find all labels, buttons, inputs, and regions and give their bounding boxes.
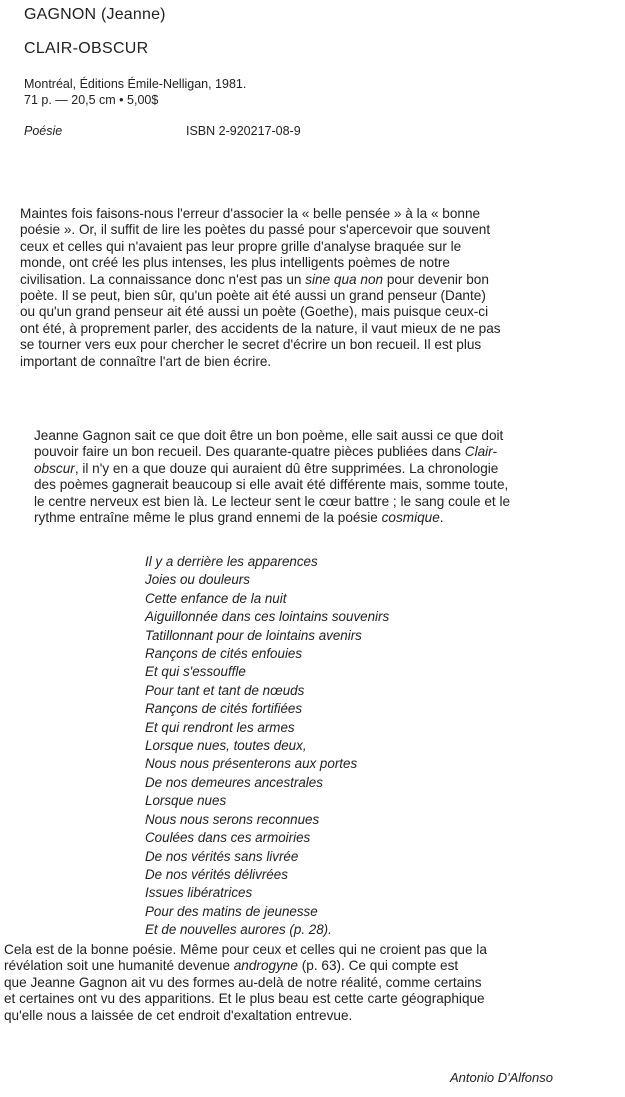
text-line: ont été, à proprement parler, des accidents de la nature, il vaut mieux de ne pas [20,320,501,336]
book-title: CLAIR-OBSCUR [24,40,149,57]
genre-label: Poésie [24,124,63,138]
text-line: le centre nerveux est bien là. Le lecteur sent le cœur battre ; le sang coule et le [34,493,511,509]
text-line: pouvoir faire un bon recueil. Des quarante-quatre pièces publiées dans Clair- [34,444,497,460]
text-line: obscur, il n'y en a que douze qui auraient dû être supprimées. La chronologie [34,460,499,476]
poem-line: De nos vérités délivrées [145,866,288,882]
review-paragraph-1 [20,206,610,370]
poem-line: Et qui rendront les armes [145,719,295,735]
poem-line: Cette enfance de la nuit [145,590,287,606]
text-line: que Jeanne Gagnon ait vu des formes au-delà de notre réalité, comme certains [4,974,482,990]
reviewer-signature: Antonio D'Alfonso [450,1070,553,1085]
text-line: monde, ont créé les plus intenses, les plus intelligents poèmes de notre [20,255,450,271]
poem-line: Coulées dans ces armoiries [145,830,311,846]
poem-line: Aiguillonnée dans ces lointains souvenirs [145,609,390,625]
text-line: et certaines ont vu des apparitions. Et le plus beau est cette carte géographique [4,991,485,1007]
text-line: important de connaître l'art de bien écrire. [20,353,272,369]
text-line: ceux et celles qui n'avaient pas leur propre grille d'analyse braquée sur le [20,238,462,254]
poem-line: Nous nous serons reconnues [145,811,320,827]
poem-line: Nous nous présenterons aux portes [145,756,358,772]
review-paragraph-2 [34,428,614,526]
poem-line: Rançons de cités enfouies [145,646,303,662]
poem-line: Pour des matins de jeunesse [145,903,318,919]
text-line: poète. Il se peut, bien sûr, qu'un poète ait été aussi un grand penseur (Dante) [20,288,486,304]
publication-info [24,76,246,108]
poem-line: Pour tant et tant de nœuds [145,682,305,698]
isbn-number: ISBN 2-920217-08-9 [186,124,301,138]
poem-line: De nos vérités sans livrée [145,848,299,864]
book-author: GAGNON (Jeanne) [24,6,166,23]
review-paragraph-3 [4,942,608,1024]
text-line: Cela est de la bonne poésie. Même pour ceux et celles qui ne croient pas que la [4,942,487,957]
text-line: Jeanne Gagnon sait ce que doit être un bon poème, elle sait aussi ce que doit [34,428,504,443]
text-line: poésie ». Or, il suffit de lire les poètes du passé pour s'apercevoir que souvent [20,222,491,238]
physical-description: 71 p. — 20,5 cm • 5,00$ [24,93,159,107]
text-line: rythme entraîne même le plus grand ennemi de la poésie cosmique. [34,510,444,526]
text-line: qu'elle nous a laissée de cet endroit d'exaltation entrevue. [4,1007,353,1023]
publisher-line: Montréal, Éditions Émile-Nelligan, 1981. [24,77,247,91]
poem-line: Rançons de cités fortifiées [145,701,303,717]
poem-line: Joies ou douleurs [145,572,250,588]
poem-line: De nos demeures ancestrales [145,774,323,790]
text-line: révélation soit une humanité devenue androgyne (p. 63). Ce qui compte est [4,958,459,974]
text-line: civilisation. La connaissance donc n'est pas un sine qua non pour devenir bon [20,271,489,287]
quoted-poem [145,553,389,940]
poem-line: Lorsque nues, toutes deux, [145,738,307,754]
text-line: des poèmes gagnerait beaucoup si elle avait été différente mais, somme toute, [34,477,509,493]
poem-line: Il y a derrière les apparences [145,554,318,569]
poem-line: Lorsque nues [145,793,227,809]
text-line: ou qu'un grand penseur ait été aussi un poète (Goethe), mais puisque ceux-ci [20,304,489,320]
poem-line: Et de nouvelles aurores (p. 28). [145,922,332,938]
poem-line: Issues libératrices [145,885,253,901]
poem-line: Et qui s'essouffle [145,664,246,680]
text-line: se tourner vers eux pour chercher le secret d'écrire un bon recueil. Il est plus [20,337,482,353]
text-line: Maintes fois faisons-nous l'erreur d'associer la « belle pensée » à la « bonne [20,206,481,221]
poem-line: Tatillonnant pour de lointains avenirs [145,627,362,643]
